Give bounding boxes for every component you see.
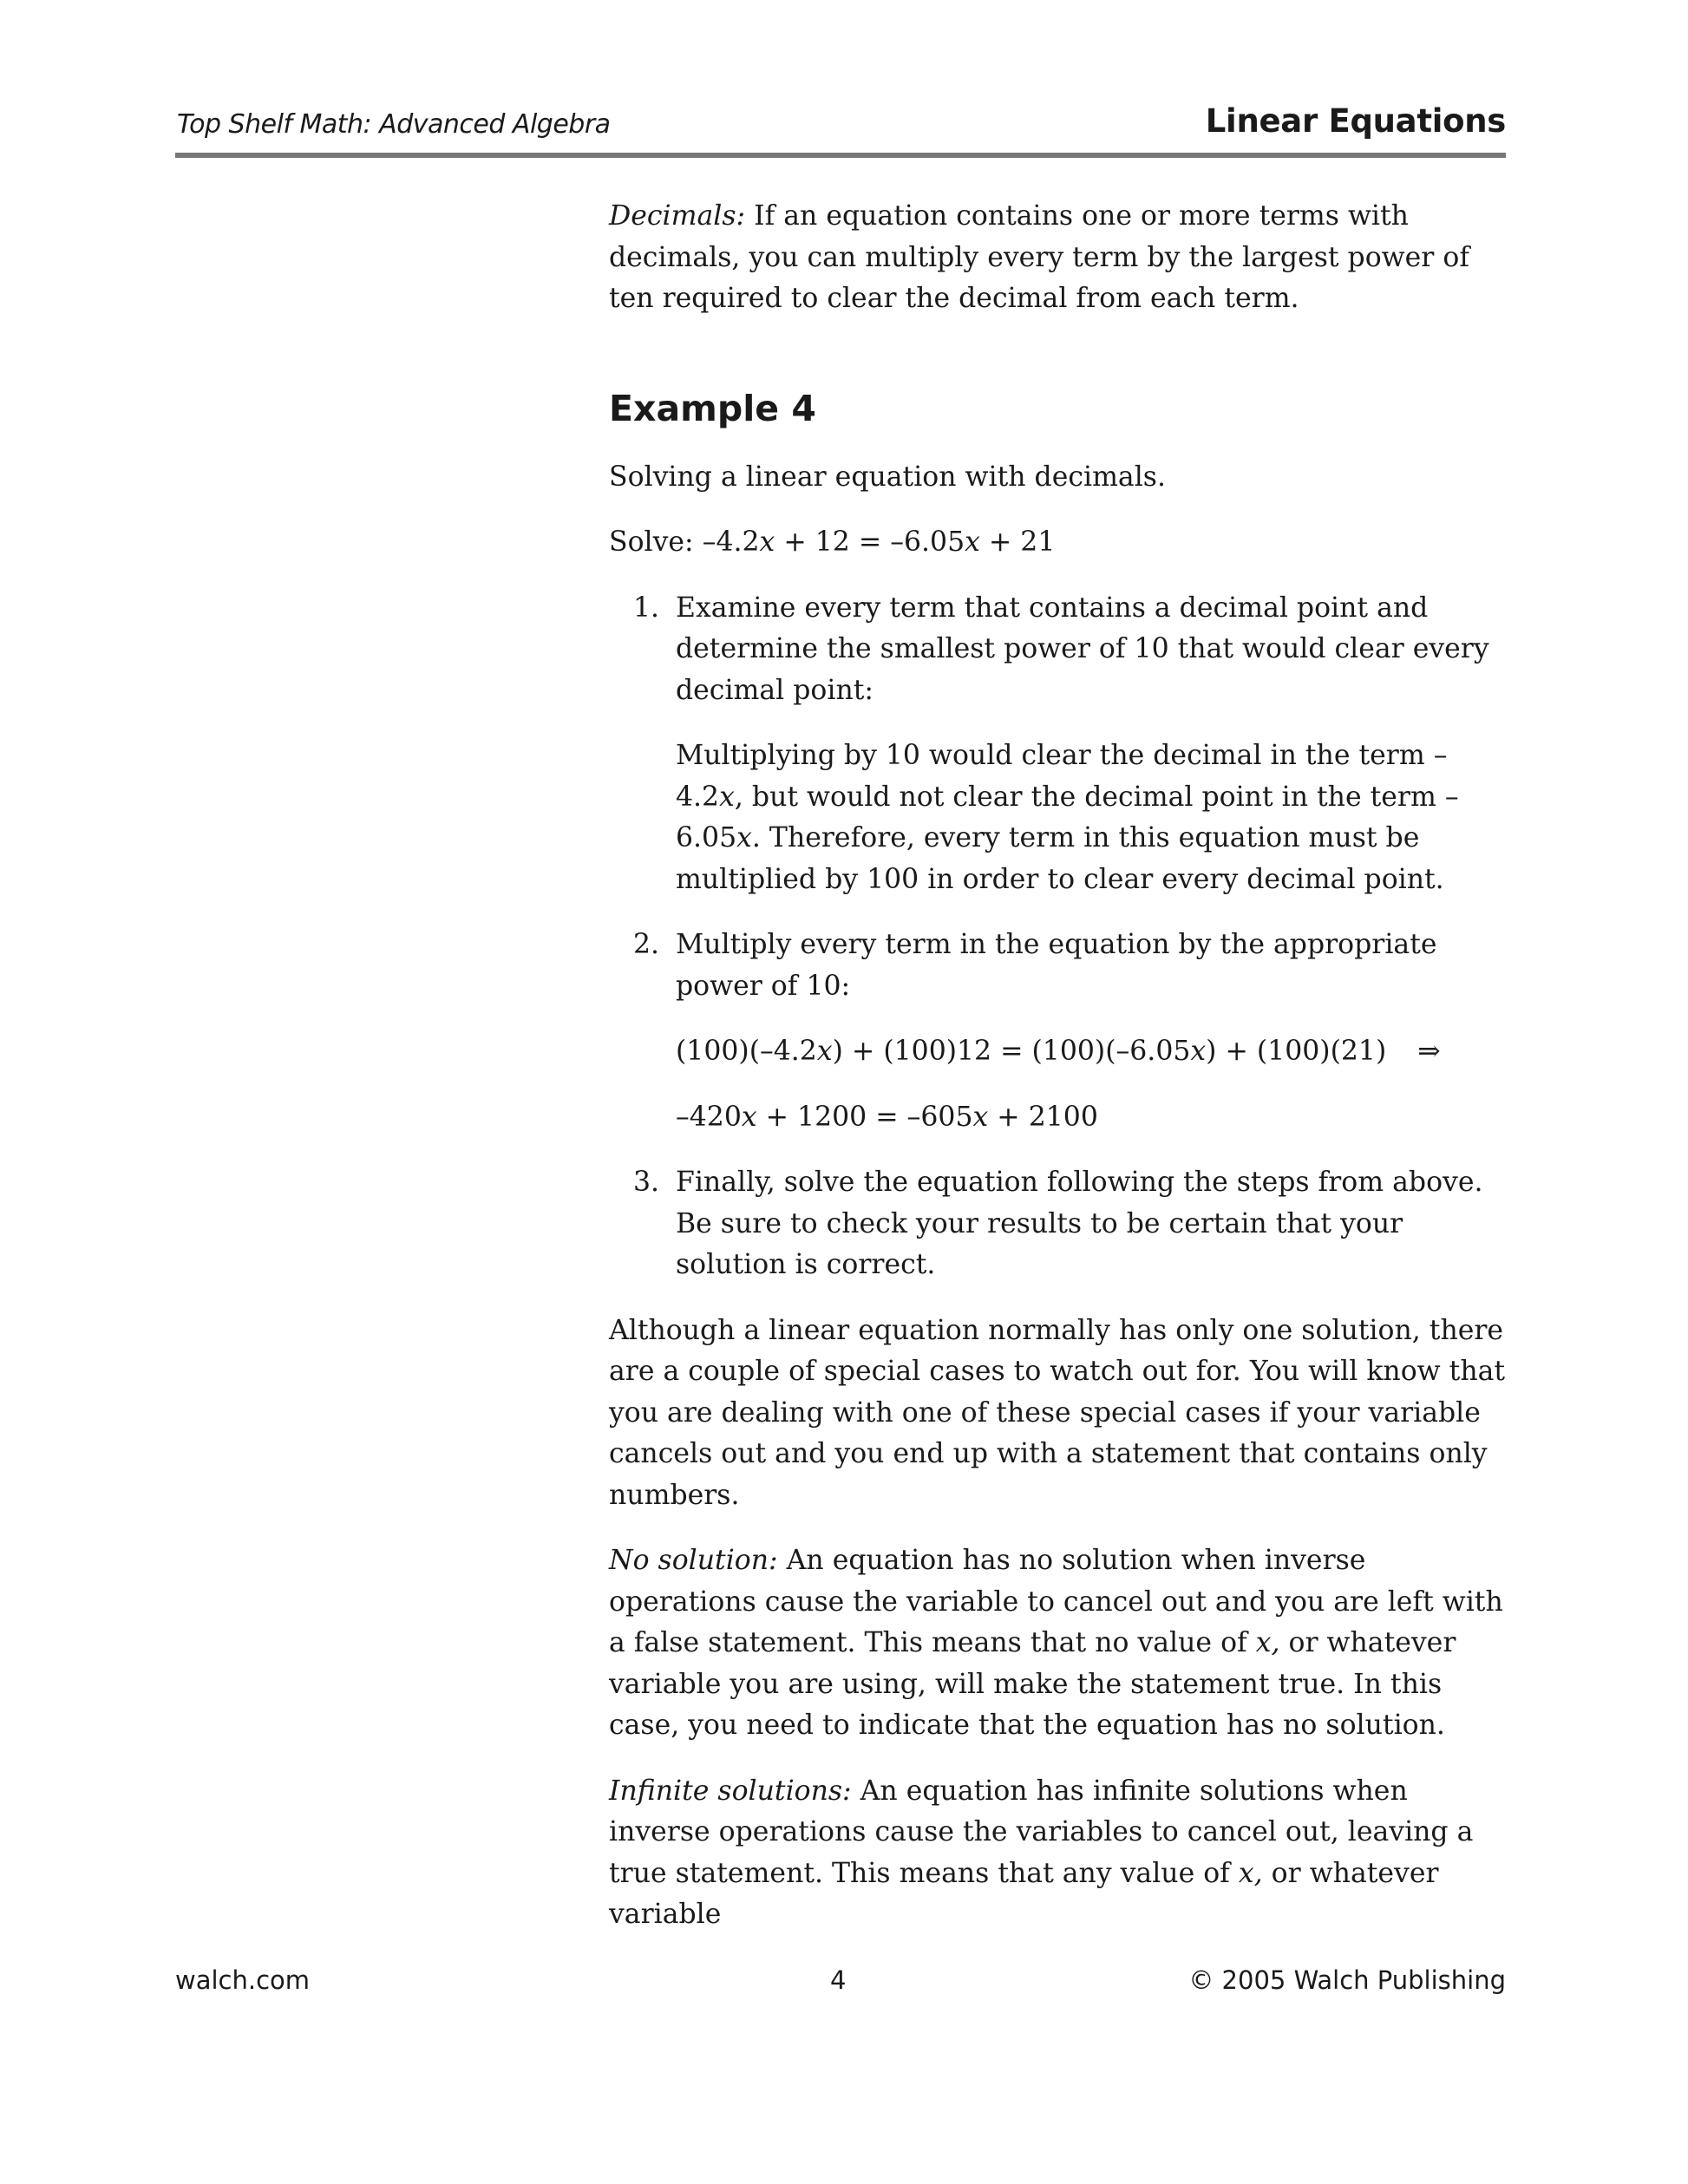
section-title: Linear Equations <box>1205 102 1506 140</box>
website-link: walch.com <box>175 1965 311 1995</box>
equation-line-1: (100)(–4.2x) + (100)12 = (100)(–6.05x) + (100)(21) ⇒ <box>676 1031 1511 1073</box>
step-number: 3. <box>633 1167 660 1198</box>
decimals-label: Decimals: <box>609 200 746 232</box>
example-subtitle: Solving a linear equation with decimals. <box>609 461 1166 493</box>
header-divider <box>175 153 1506 158</box>
step-3 <box>609 1162 1511 1286</box>
solve-equation: Solve: –4.2x + 12 = –6.05x + 21 <box>609 526 1056 558</box>
copyright: © 2005 Walch Publishing <box>1188 1965 1506 1995</box>
decimals-paragraph <box>609 196 1511 320</box>
infinite-solutions-label: Infinite solutions: <box>609 1775 852 1807</box>
page-number: 4 <box>830 1965 847 1995</box>
step-number: 1. <box>633 592 660 624</box>
step-number: 2. <box>633 929 660 960</box>
steps-list <box>609 588 1511 1286</box>
infinite-solutions-paragraph: Infinite solutions: An equation has infinite solutions when inverse operations cause the variables to cancel out, leaving a true statement. This means that any value of x, or whatever variable <box>609 1775 1474 1930</box>
book-title: Top Shelf Math: Advanced Algebra <box>177 109 611 140</box>
step-text: Finally, solve the equation following the steps from above. Be sure to check your results to be certain that your solution is correct. <box>676 1167 1483 1280</box>
step-text: Examine every term that contains a decimal point and determine the smallest power of 10 that would clear every decimal point: <box>676 592 1489 706</box>
example-title: Example 4 <box>609 387 816 429</box>
page-header <box>175 102 1506 154</box>
no-solution-paragraph: No solution: An equation has no solution when inverse operations cause the variable to cancel out and you are left with a false statement. This means that no value of x, or whatever variable you are using, will make the statement true. In this case, you need to indicate that the equation has no solution. <box>609 1545 1503 1741</box>
implies-arrow-icon: ⇒ <box>1417 1036 1441 1067</box>
page-content <box>609 196 1511 1936</box>
no-solution-label: No solution: <box>609 1545 778 1576</box>
decimals-text: If an equation contains one or more terms with decimals, you can multiply every term by the largest power of ten required to clear the decimal from each term. <box>609 200 1469 314</box>
page-footer <box>175 1965 1506 2009</box>
step-detail: Multiplying by 10 would clear the decimal in the term –4.2x, but would not clear the decimal point in the term –6.05x. Therefore, every term in this equation must be multiplied by 100 in order to clear every decimal point. <box>676 740 1459 895</box>
special-cases-intro: Although a linear equation normally has only one solution, there are a couple of special cases to watch out for. You will know that you are dealing with one of these special cases if your variable cancels out and you end up with a statement that contains only numbers. <box>609 1314 1506 1511</box>
step-2 <box>609 925 1511 1138</box>
equation-line-2: –420x + 1200 = –605x + 2100 <box>676 1101 1098 1133</box>
step-text: Multiply every term in the equation by the appropriate power of 10: <box>676 929 1437 1002</box>
step-1 <box>609 588 1511 901</box>
